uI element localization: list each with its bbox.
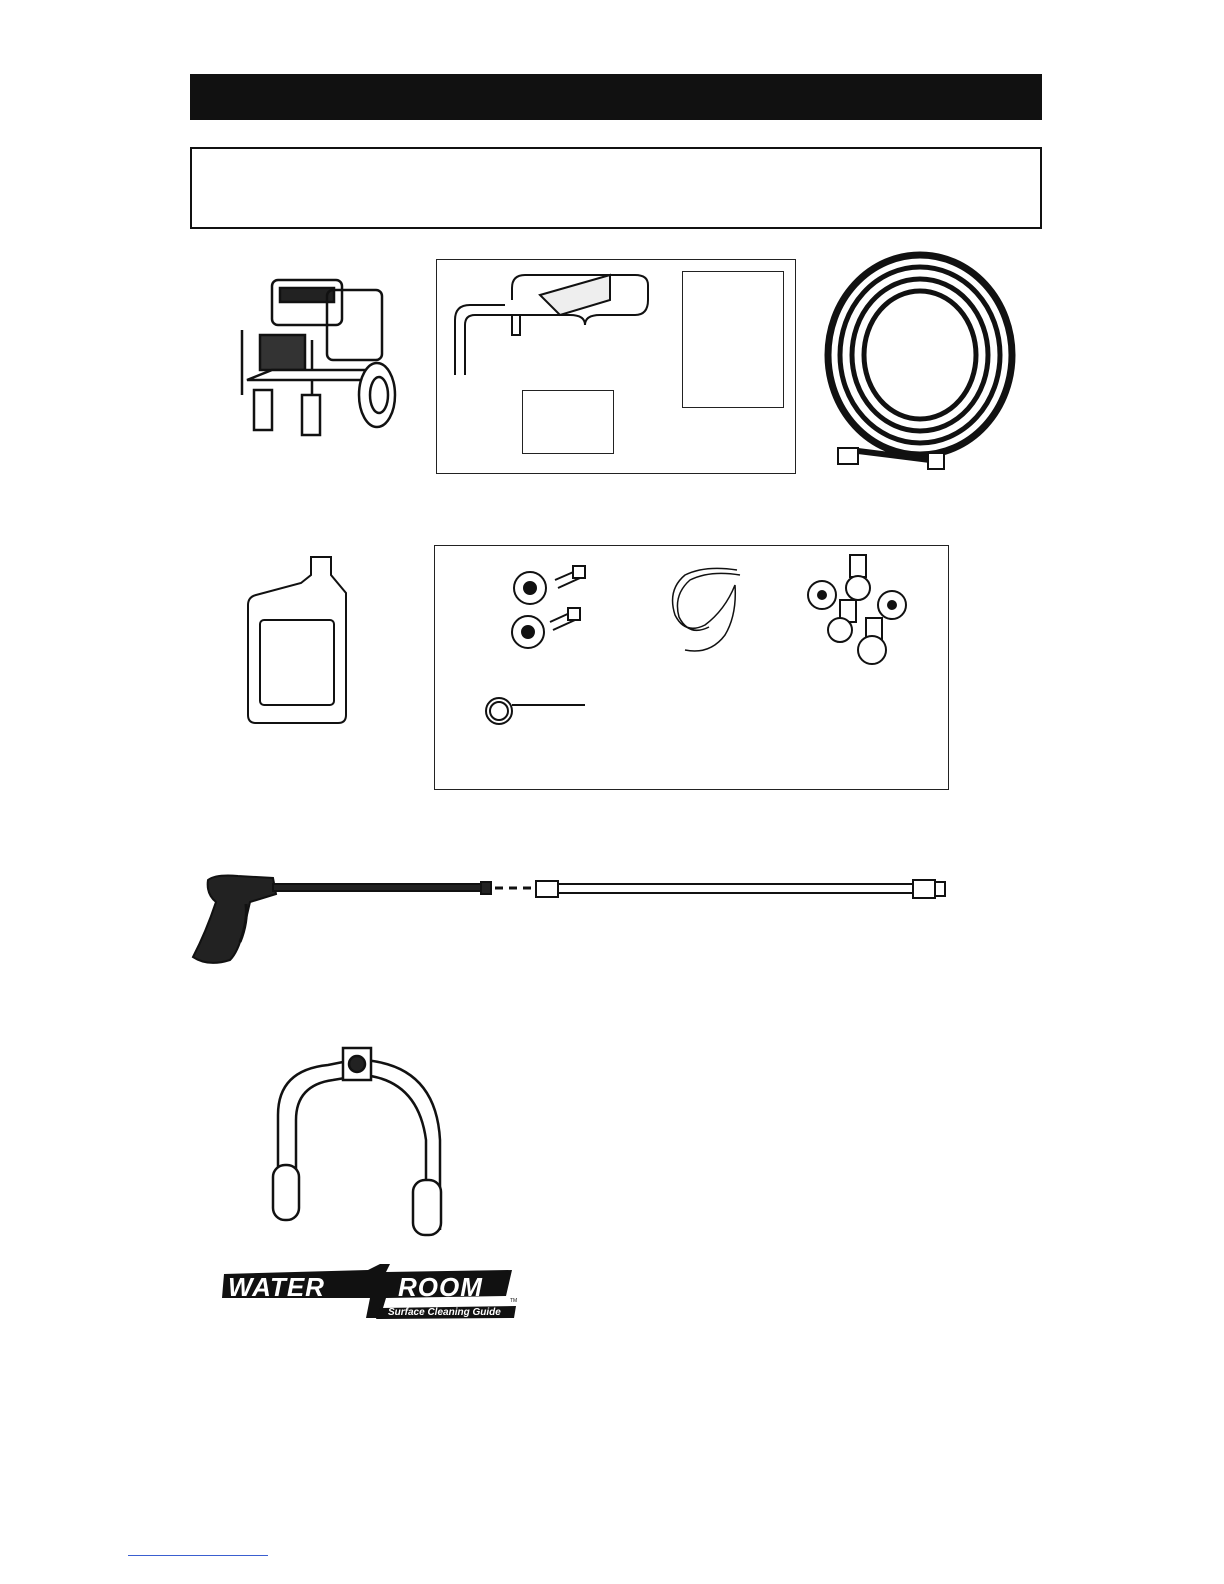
- watervroom-logo: [220, 1262, 520, 1322]
- surface-cleaner-accessory-illustration: [268, 1030, 443, 1242]
- spray-nozzles-icon: [800, 550, 920, 665]
- section-title-bar: [190, 74, 1042, 120]
- pressure-washer-unit-illustration: [232, 270, 402, 440]
- detergent-tube-icon: [665, 565, 745, 660]
- logo-trademark: TM: [510, 1298, 518, 1304]
- knobs-and-bolts-icon: [500, 560, 600, 660]
- notice-box: [190, 147, 1042, 229]
- engine-oil-bottle-illustration: [246, 555, 356, 725]
- footer-link-underline: [128, 1555, 268, 1556]
- logo-tagline: Surface Cleaning Guide: [388, 1307, 501, 1318]
- handle-kit-card: [522, 390, 614, 454]
- logo-brand-left: WATER: [228, 1272, 325, 1302]
- handle-illustration: [450, 270, 660, 380]
- manual-card: [682, 271, 784, 408]
- high-pressure-hose-illustration: [820, 250, 1020, 480]
- logo-brand-right: ROOM: [398, 1272, 483, 1302]
- o-ring-icon: [482, 695, 587, 730]
- spray-gun-and-wand-illustration: [188, 872, 948, 964]
